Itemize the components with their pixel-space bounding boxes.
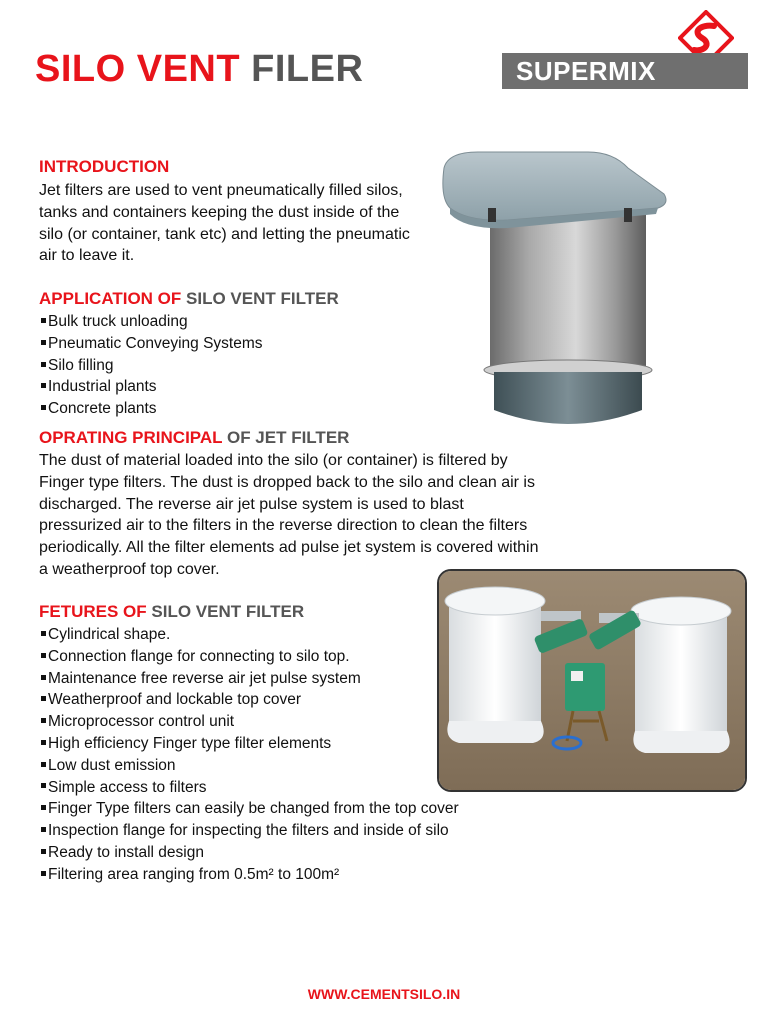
list-item: Finger Type filters can easily be changed from the top cover [39,798,459,820]
features-heading [39,602,304,622]
list-item: Filtering area ranging from 0.5m² to 100m² [39,864,459,886]
list-item: Pneumatic Conveying Systems [39,333,263,355]
page-title [35,48,363,91]
list-item: High efficiency Finger type filter elements [39,733,459,755]
list-item: Cylindrical shape. [39,624,459,646]
application-heading [39,289,339,309]
website-link[interactable]: WWW.CEMENTSILO.IN [307,986,461,1002]
operating-heading-grey: OF JET FILTER [226,428,350,447]
application-list [39,311,263,420]
list-item: Ready to install design [39,842,459,864]
silo-vent-filter-photo [438,148,668,432]
introduction-text: Jet filters are used to vent pneumatically filled silos, tanks and containers keeping the dust inside of the silo (or container, tank etc) and letting the pneumatic air to leave it. [39,182,410,265]
list-item: Connection flange for connecting to silo top. [39,646,459,668]
list-item: Maintenance free reverse air jet pulse system [39,668,459,690]
list-item: Weatherproof and lockable top cover [39,689,459,711]
supermix-logo [502,10,748,92]
application-heading-red: APPLICATION OF [39,289,182,308]
features-heading-red: FETURES OF [39,602,147,621]
list-item: Silo filling [39,355,263,377]
twin-filters-illustration [439,571,747,792]
list-item: Concrete plants [39,398,263,420]
list-item: Bulk truck unloading [39,311,263,333]
list-item: Industrial plants [39,376,263,398]
title-red-part: SILO VENT [35,48,241,90]
features-list [39,624,459,886]
list-item: Inspection flange for inspecting the filters and inside of silo [39,820,459,842]
title-grey-part: FILER [251,48,364,90]
list-item: Microprocessor control unit [39,711,459,733]
features-heading-grey: SILO VENT FILTER [151,602,305,621]
introduction-heading-text: INTRODUCTION [39,157,170,176]
application-heading-grey: SILO VENT FILTER [186,289,339,308]
twin-filters-photo [437,569,747,792]
list-item: Simple access to filters [39,777,459,799]
logo-wordmark: SUPERMIX [502,53,748,89]
operating-heading [39,428,349,448]
introduction-heading [39,157,169,177]
list-item: Low dust emission [39,755,459,777]
operating-text: The dust of material loaded into the silo (or container) is filtered by Finger type filters. The dust is dropped back to the silo and clean air is discharged. The reverse air jet pulse system is used to blast pressurized air to the filters in the reverse direction to clean the filters periodically. All the filter elements ad pulse jet system is covered within a weatherproof top cover. [39,452,539,578]
operating-heading-red: OPRATING PRINCIPAL [39,428,223,447]
